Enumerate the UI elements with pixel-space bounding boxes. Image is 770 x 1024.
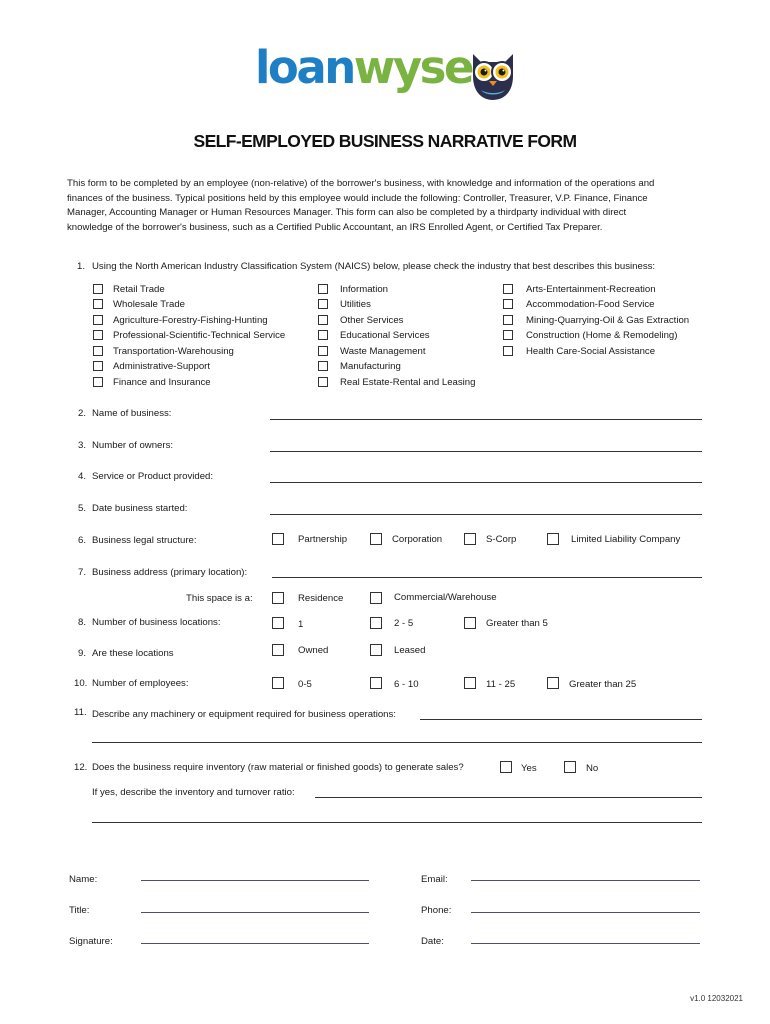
option-construction: Construction (Home & Remodeling) — [526, 330, 678, 341]
inventory-turnover-field[interactable] — [315, 797, 702, 798]
machinery-field[interactable] — [420, 719, 702, 720]
owl-icon — [467, 46, 519, 102]
option-leased: Leased — [394, 645, 426, 656]
title-field[interactable] — [141, 912, 369, 913]
checkbox-leased[interactable] — [370, 644, 382, 656]
checkbox-construction[interactable] — [503, 330, 513, 340]
option-real-estate: Real Estate-Rental and Leasing — [340, 377, 476, 388]
option-transportation: Transportation-Warehousing — [113, 346, 234, 357]
q6-number: 6. — [78, 535, 87, 546]
inventory-followup-label: If yes, describe the inventory and turnover ratio: — [92, 787, 295, 798]
option-commercial: Commercial/Warehouse — [394, 592, 497, 603]
checkbox-employees-11-25[interactable] — [464, 677, 476, 689]
option-finance: Finance and Insurance — [113, 377, 211, 388]
logo-wordmark: loanwyse — [255, 41, 472, 94]
option-wholesale-trade: Wholesale Trade — [113, 299, 185, 310]
inventory-turnover-field-continued[interactable] — [92, 822, 702, 823]
option-s-corp: S-Corp — [486, 534, 517, 545]
title-label: Title: — [69, 905, 90, 916]
option-other-services: Other Services — [340, 315, 404, 326]
q12-label: Does the business require inventory (raw material or finished goods) to generate sales? — [92, 762, 464, 773]
option-health-care: Health Care-Social Assistance — [526, 346, 656, 357]
checkbox-inventory-no[interactable] — [564, 761, 576, 773]
checkbox-inventory-yes[interactable] — [500, 761, 512, 773]
option-professional: Professional-Scientific-Technical Service — [113, 330, 286, 341]
option-employees-0-5: 0-5 — [298, 679, 312, 690]
checkbox-employees-more-25[interactable] — [547, 677, 559, 689]
checkbox-administrative[interactable] — [93, 361, 103, 371]
checkbox-mining[interactable] — [503, 315, 513, 325]
number-of-owners-field[interactable] — [270, 451, 702, 452]
checkbox-residence[interactable] — [272, 592, 284, 604]
option-locations-1: 1 — [298, 619, 304, 630]
option-information: Information — [340, 284, 388, 295]
checkbox-real-estate[interactable] — [318, 377, 328, 387]
q5-label: Date business started: — [92, 503, 188, 514]
form-title: SELF-EMPLOYED BUSINESS NARRATIVE FORM — [193, 131, 577, 151]
option-residence: Residence — [298, 593, 344, 604]
option-locations-more-5: Greater than 5 — [486, 618, 548, 629]
q1-number: 1. — [77, 261, 86, 272]
option-locations-2-5: 2 - 5 — [394, 618, 414, 629]
phone-field[interactable] — [471, 912, 700, 913]
intro-line: finances of the business. Typical positions held by this employee would include the following: Controller, Treasurer, V.P. Finance, Finance — [67, 192, 648, 204]
signature-label: Signature: — [69, 936, 113, 947]
date-field[interactable] — [471, 943, 700, 944]
checkbox-owned[interactable] — [272, 644, 284, 656]
checkbox-employees-6-10[interactable] — [370, 677, 382, 689]
q11-label: Describe any machinery or equipment required for business operations: — [92, 709, 396, 720]
checkbox-other-services[interactable] — [318, 315, 328, 325]
checkbox-finance[interactable] — [93, 377, 103, 387]
checkbox-locations-2-5[interactable] — [370, 617, 382, 629]
q8-label: Number of business locations: — [92, 617, 221, 628]
date-label: Date: — [421, 936, 444, 947]
q9-label: Are these locations — [92, 648, 174, 659]
checkbox-professional[interactable] — [93, 330, 103, 340]
q10-number: 10. — [74, 678, 88, 689]
date-started-field[interactable] — [270, 514, 702, 515]
name-label: Name: — [69, 874, 98, 885]
checkbox-information[interactable] — [318, 284, 328, 294]
checkbox-llc[interactable] — [547, 533, 559, 545]
checkbox-commercial[interactable] — [370, 592, 382, 604]
service-product-field[interactable] — [270, 482, 702, 483]
checkbox-accommodation[interactable] — [503, 299, 513, 309]
q2-number: 2. — [78, 408, 87, 419]
option-employees-6-10: 6 - 10 — [394, 679, 419, 690]
option-agriculture: Agriculture-Forestry-Fishing-Hunting — [113, 315, 268, 326]
intro-line: This form to be completed by an employee (non-relative) of the borrower's business, with knowledge and information of the operations and — [67, 178, 655, 189]
q11-number: 11. — [74, 707, 87, 718]
machinery-field-continued[interactable] — [92, 742, 702, 743]
checkbox-educational[interactable] — [318, 330, 328, 340]
intro-paragraph — [67, 177, 707, 235]
checkbox-health-care[interactable] — [503, 346, 513, 356]
q8-number: 8. — [78, 617, 87, 628]
q3-number: 3. — [78, 440, 87, 451]
q2-label: Name of business: — [92, 408, 172, 419]
business-address-field[interactable] — [272, 577, 702, 578]
checkbox-agriculture[interactable] — [93, 315, 103, 325]
option-utilities: Utilities — [340, 299, 371, 310]
option-llc: Limited Liability Company — [571, 534, 681, 545]
q10-label: Number of employees: — [92, 678, 189, 689]
q5-number: 5. — [78, 503, 87, 514]
checkbox-waste[interactable] — [318, 346, 328, 356]
option-corporation: Corporation — [392, 534, 443, 545]
option-mining: Mining-Quarrying-Oil & Gas Extraction — [526, 315, 690, 326]
option-waste: Waste Management — [340, 346, 426, 357]
option-partnership: Partnership — [298, 534, 348, 545]
version-label: v1.0 12032021 — [690, 994, 743, 1003]
option-administrative: Administrative-Support — [113, 361, 211, 372]
name-field[interactable] — [141, 880, 369, 881]
option-inventory-yes: Yes — [521, 763, 537, 774]
business-name-field[interactable] — [270, 419, 702, 420]
option-inventory-no: No — [586, 763, 599, 774]
phone-label: Phone: — [421, 905, 452, 916]
intro-line: Manager, Accounting Manager or Human Resources Manager. This form can also be completed by a thirdparty individual with direct — [67, 207, 627, 218]
checkbox-utilities[interactable] — [318, 299, 328, 309]
checkbox-partnership[interactable] — [272, 533, 284, 545]
q4-label: Service or Product provided: — [92, 471, 214, 482]
option-accommodation: Accommodation-Food Service — [526, 299, 655, 310]
option-retail-trade: Retail Trade — [113, 284, 165, 295]
q7-number: 7. — [78, 567, 87, 578]
checkbox-s-corp[interactable] — [464, 533, 476, 545]
q12-number: 12. — [74, 762, 88, 773]
option-employees-more-25: Greater than 25 — [569, 679, 637, 690]
checkbox-locations-1[interactable] — [272, 617, 284, 629]
q3-label: Number of owners: — [92, 440, 174, 451]
checkbox-retail-trade[interactable] — [93, 284, 103, 294]
q9-number: 9. — [78, 648, 87, 659]
q1-text: Using the North American Industry Classification System (NAICS) below, please check the industry that best describes this business: — [92, 261, 656, 272]
q4-number: 4. — [78, 471, 87, 482]
intro-line: knowledge of the borrower's business, such as a Certified Public Accountant, an IRS Enrolled Agent, or Certified Tax Preparer. — [67, 221, 603, 233]
option-arts: Arts-Entertainment-Recreation — [526, 284, 656, 295]
checkbox-employees-0-5[interactable] — [272, 677, 284, 689]
checkbox-manufacturing[interactable] — [318, 361, 328, 371]
option-owned: Owned — [298, 645, 329, 656]
checkbox-transportation[interactable] — [93, 346, 103, 356]
q6-label: Business legal structure: — [92, 535, 197, 546]
signature-field[interactable] — [141, 943, 369, 944]
option-employees-11-25: 11 - 25 — [486, 679, 516, 690]
email-field[interactable] — [471, 880, 700, 881]
option-manufacturing: Manufacturing — [340, 361, 401, 372]
checkbox-corporation[interactable] — [370, 533, 382, 545]
checkbox-arts[interactable] — [503, 284, 513, 294]
checkbox-wholesale-trade[interactable] — [93, 299, 103, 309]
q7-label: Business address (primary location): — [92, 567, 248, 578]
option-educational: Educational Services — [340, 330, 430, 341]
checkbox-locations-more-5[interactable] — [464, 617, 476, 629]
space-label: This space is a: — [186, 593, 253, 604]
email-label: Email: — [421, 874, 448, 885]
